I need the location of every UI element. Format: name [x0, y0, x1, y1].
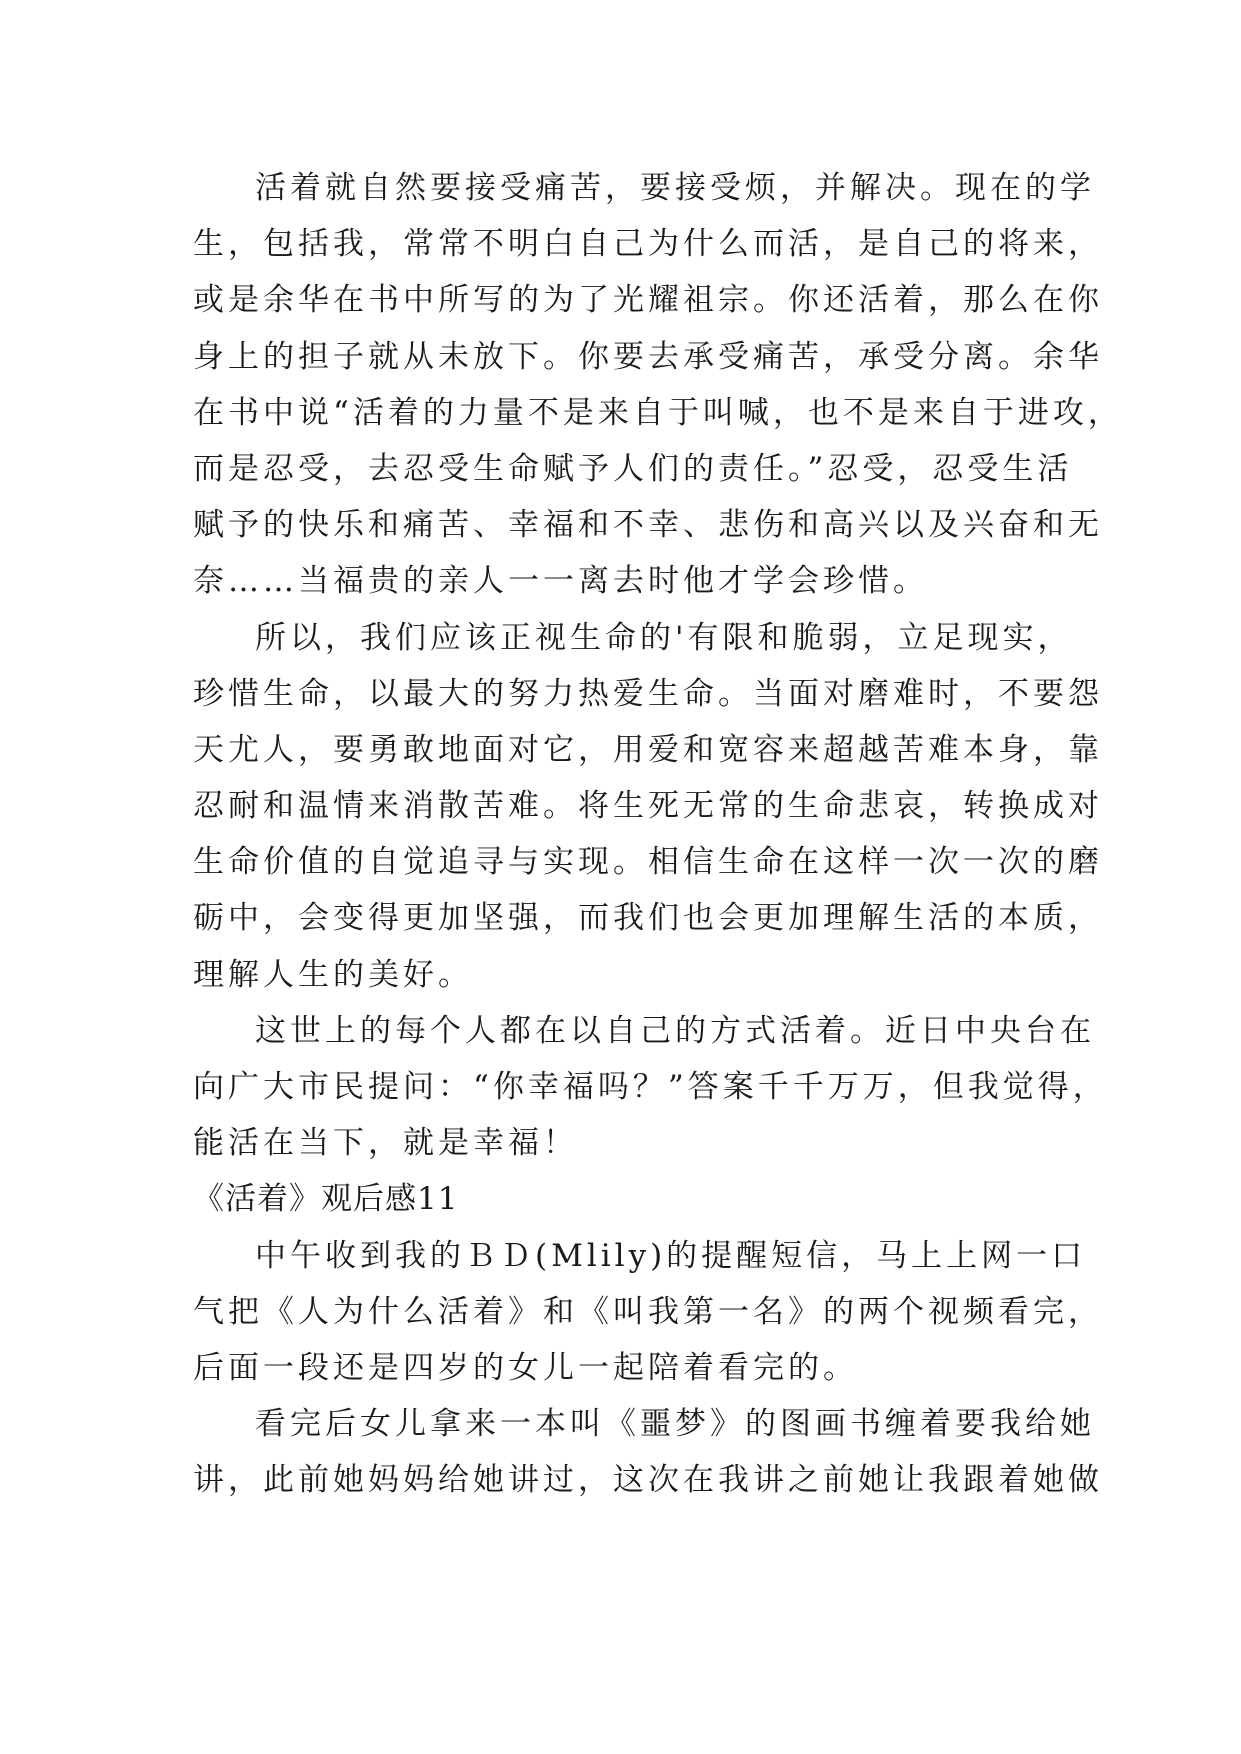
text-line: 中午收到我的ＢＤ(Mlily)的提醒短信，马上上网一口: [255, 1237, 1087, 1274]
text-line: 向广大市民提问：“你幸福吗？”答案千千万万，但我觉得，: [193, 1069, 1108, 1105]
paragraph-suffering: [193, 160, 1123, 610]
text-line: 忍耐和温情来消散苦难。将生死无常的生命悲哀，转换成对: [193, 788, 1103, 825]
text-line: 讲，此前她妈妈给她讲过，这次在我讲之前她让我跟着她做: [193, 1462, 1103, 1499]
text-line: 能活在当下，就是幸福！: [193, 1125, 578, 1162]
text-line: 气把《人为什么活着》和《叫我第一名》的两个视频看完，: [193, 1293, 1103, 1330]
section-heading: 《活着》观后感11: [193, 1181, 459, 1218]
text-line: 身上的担子就从未放下。你要去承受痛苦，承受分离。余华: [193, 338, 1103, 375]
document-body: [193, 160, 1123, 1509]
text-line: 看完后女儿拿来一本叫《噩梦》的图画书缠着要我给她: [255, 1406, 1095, 1443]
text-line: 砺中，会变得更加坚强，而我们也会更加理解生活的本质，: [193, 900, 1103, 937]
text-line: 珍惜生命，以最大的努力热爱生命。当面对磨难时，不要怨: [193, 675, 1103, 712]
text-line: 赋予的快乐和痛苦、幸福和不幸、悲伤和高兴以及兴奋和无: [193, 507, 1103, 544]
text-line: 所以，我们应该正视生命的'有限和脆弱，立足现实，: [255, 619, 1073, 656]
paragraph-happiness: [193, 1003, 1108, 1172]
text-line: 理解人生的美好。: [193, 956, 473, 993]
text-line: 活着就自然要接受痛苦，要接受烦，并解决。现在的学: [255, 170, 1095, 206]
text-line: 在书中说“活着的力量不是来自于叫喊，也不是来自于进攻，: [193, 394, 1123, 431]
paragraph-picture-book: [193, 1396, 1103, 1508]
text-line: 生，包括我，常常不明白自己为什么而活，是自己的将来，: [193, 226, 1103, 263]
text-line: 生命价值的自觉追寻与实现。相信生命在这样一次一次的磨: [193, 844, 1103, 881]
text-line: 天尤人，要勇敢地面对它，用爱和宽容来超越苦难本身，靠: [193, 731, 1103, 768]
paragraph-cherish-life: [193, 610, 1103, 1003]
paragraph-videos: [193, 1228, 1103, 1397]
text-line: 而是忍受，去忍受生命赋予人们的责任。”忍受，忍受生活: [193, 450, 1073, 487]
text-line: 后面一段还是四岁的女儿一起陪着看完的。: [193, 1349, 858, 1386]
text-line: 这世上的每个人都在以自己的方式活着。近日中央台在: [255, 1012, 1095, 1049]
text-line: 或是余华在书中所写的为了光耀祖宗。你还活着，那么在你: [193, 282, 1103, 319]
text-line: 奈……当福贵的亲人一一离去时他才学会珍惜。: [193, 563, 928, 600]
